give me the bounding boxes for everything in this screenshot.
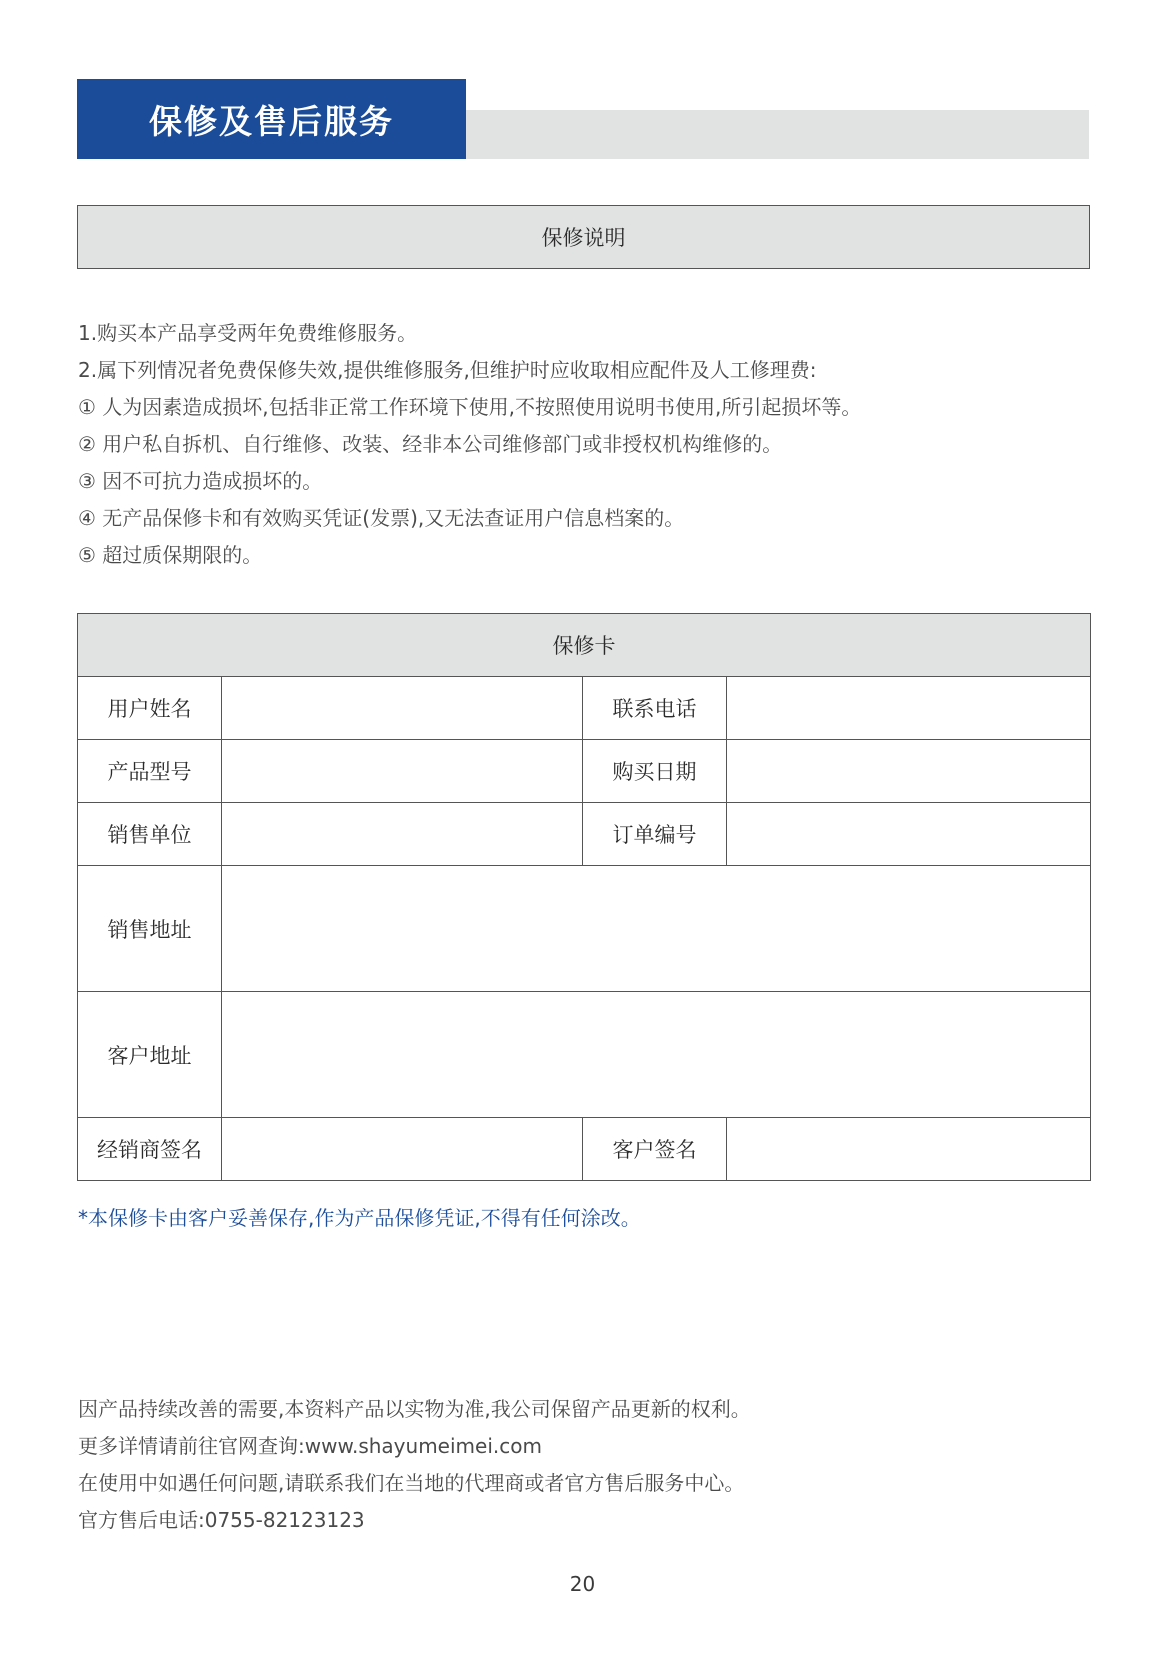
table-row — [78, 803, 1091, 866]
seller-address-label: 销售地址 — [78, 866, 222, 992]
footer-line: 在使用中如遇任何问题,请联系我们在当地的代理商或者官方售后服务中心。 — [78, 1471, 745, 1495]
model-field[interactable] — [222, 740, 583, 803]
model-label: 产品型号 — [78, 740, 222, 803]
seller-field[interactable] — [222, 803, 583, 866]
warranty-note: ④ 无产品保修卡和有效购买凭证(发票),又无法查证用户信息档案的。 — [78, 506, 685, 530]
customer-address-field[interactable] — [222, 992, 1091, 1118]
header-title-block — [77, 79, 466, 159]
customer-address-label: 客户地址 — [78, 992, 222, 1118]
warranty-note: ② 用户私自拆机、自行维修、改装、经非本公司维修部门或非授权机构维修的。 — [78, 432, 783, 456]
footer-line-website: 更多详情请前往官网查询:www.shayumeimei.com — [78, 1434, 542, 1458]
purchase-date-label: 购买日期 — [583, 740, 727, 803]
table-row — [78, 1118, 1091, 1181]
warranty-note: 2.属下列情况者免费保修失效,提供维修服务,但维护时应收取相应配件及人工修理费: — [78, 358, 817, 382]
footer-line: 因产品持续改善的需要,本资料产品以实物为准,我公司保留产品更新的权利。 — [78, 1397, 751, 1421]
table-row — [78, 992, 1091, 1118]
footer-info — [78, 1391, 751, 1539]
header-grey-strip — [457, 110, 1089, 159]
seller-label: 销售单位 — [78, 803, 222, 866]
warranty-notes-list — [78, 315, 861, 574]
warranty-card-note: *本保修卡由客户妥善保存,作为产品保修凭证,不得有任何涂改。 — [78, 1206, 641, 1230]
dealer-signature-field[interactable] — [222, 1118, 583, 1181]
warranty-notes-title: 保修说明 — [541, 226, 626, 250]
table-row — [78, 866, 1091, 992]
customer-signature-field[interactable] — [727, 1118, 1091, 1181]
section-header — [77, 79, 1089, 159]
customer-signature-label: 客户签名 — [583, 1118, 727, 1181]
order-number-label: 订单编号 — [583, 803, 727, 866]
warranty-card-table — [77, 613, 1091, 1181]
warranty-note: 1.购买本产品享受两年免费维修服务。 — [78, 321, 418, 345]
user-name-field[interactable] — [222, 677, 583, 740]
table-row — [78, 740, 1091, 803]
warranty-note: ③ 因不可抗力造成损坏的。 — [78, 469, 323, 493]
warranty-card-header-row — [78, 614, 1091, 677]
seller-address-field[interactable] — [222, 866, 1091, 992]
purchase-date-field[interactable] — [727, 740, 1091, 803]
page-number: 20 — [569, 1572, 596, 1596]
user-name-label: 用户姓名 — [78, 677, 222, 740]
order-number-field[interactable] — [727, 803, 1091, 866]
footer-line-hotline: 官方售后电话:0755-82123123 — [78, 1508, 365, 1532]
warranty-note: ⑤ 超过质保期限的。 — [78, 543, 263, 567]
page-title: 保修及售后服务 — [149, 101, 394, 141]
warranty-note: ① 人为因素造成损坏,包括非正常工作环境下使用,不按照使用说明书使用,所引起损坏等。 — [78, 395, 862, 419]
warranty-card-title: 保修卡 — [78, 614, 1091, 677]
warranty-notes-title-bar — [77, 205, 1090, 269]
table-row — [78, 677, 1091, 740]
phone-field[interactable] — [727, 677, 1091, 740]
phone-label: 联系电话 — [583, 677, 727, 740]
dealer-signature-label: 经销商签名 — [78, 1118, 222, 1181]
